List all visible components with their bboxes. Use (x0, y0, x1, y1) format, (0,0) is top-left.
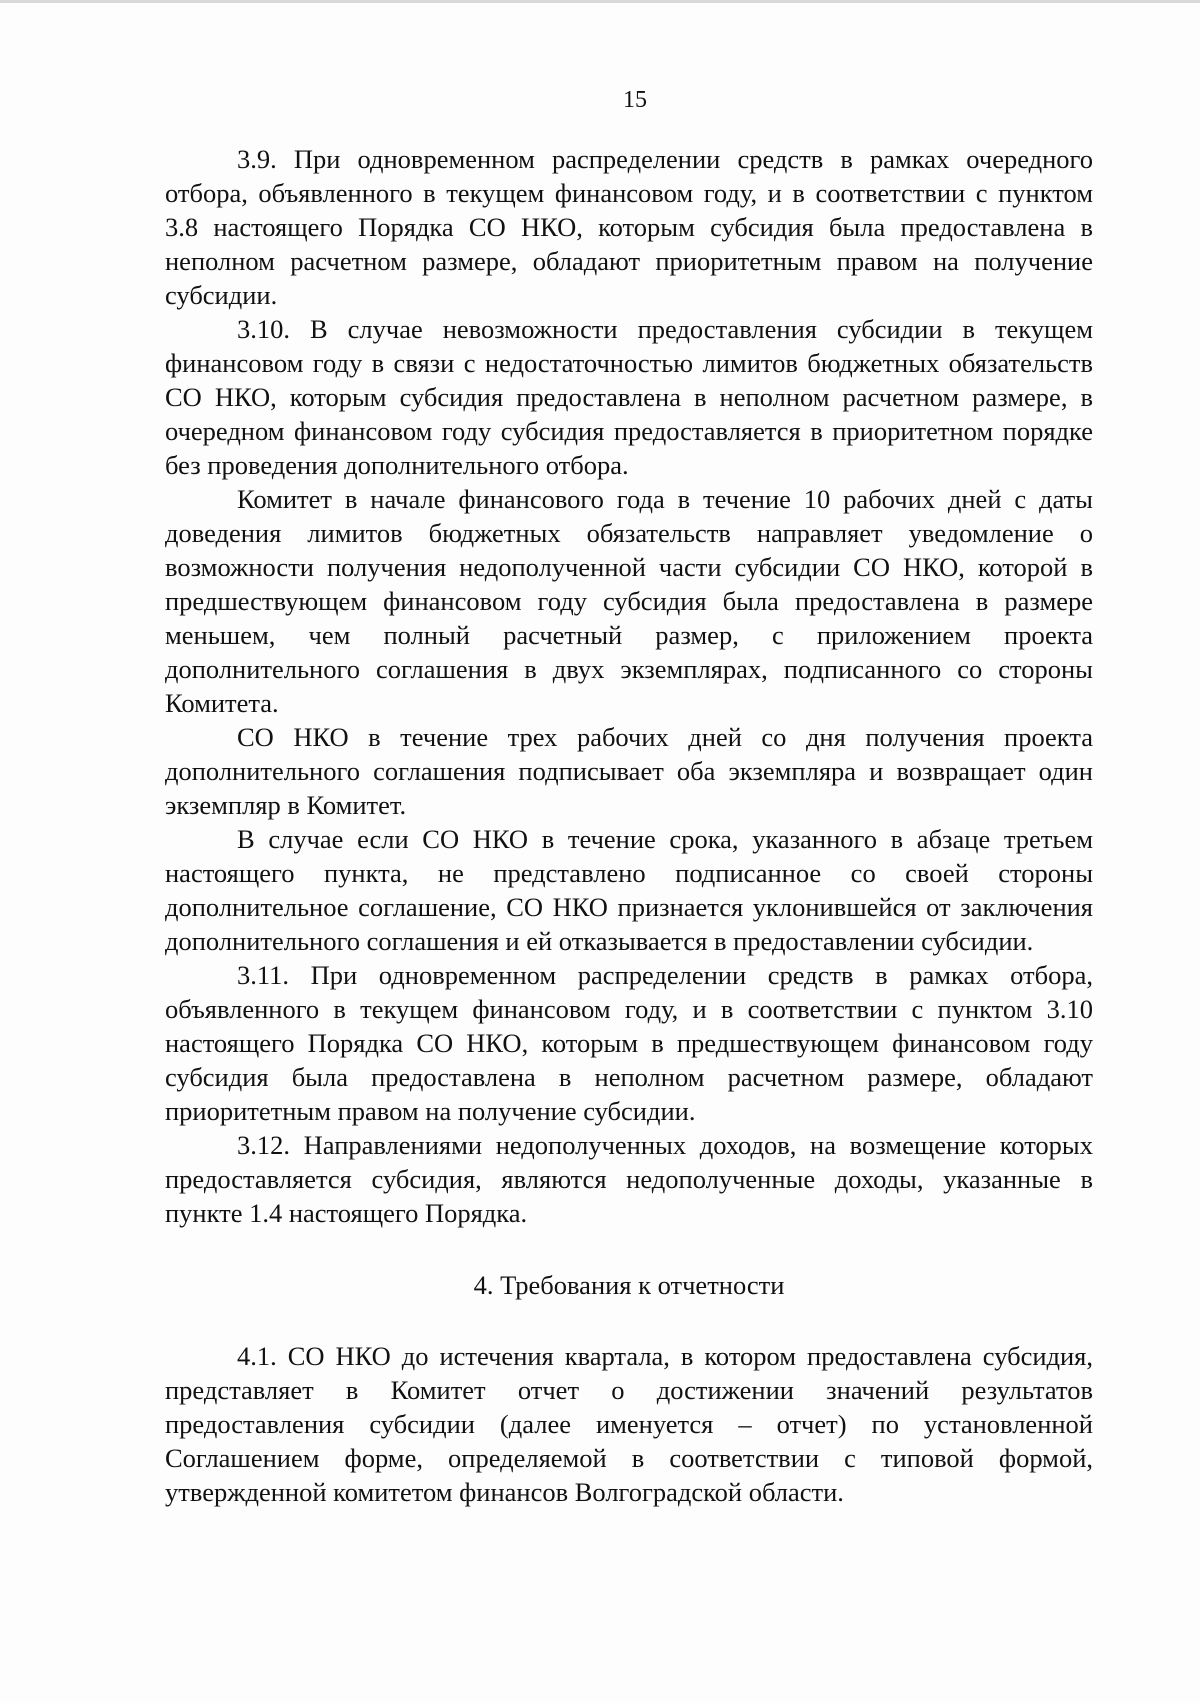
paragraph-3-10-notification: Комитет в начале финансового года в течение 10 рабочих дней с даты доведения лимитов бюджетных обязательств направляет уведомление о возможности получения недополученной части субсидии СО НКО, которой в предшествующем финансовом году субсидия была предоставлена в размере меньшем, чем полный расчетный размер, с приложением проекта дополнительного соглашения в двух экземплярах, подписанного со стороны Комитета. (165, 484, 1093, 718)
paragraph-3-9: 3.9. При одновременном распределении средств в рамках очередного отбора, объявленного в текущем финансовом году, и в соответствии с пунктом 3.8 настоящего Порядка СО НКО, которым субсидия была предоставлена в неполном расчетном размере, обладают приоритетным правом на получение субсидии. (165, 144, 1093, 310)
paragraph-3-12: 3.12. Направлениями недополученных доходов, на возмещение которых предоставляется субсидия, являются недополученные доходы, указанные в пункте 1.4 настоящего Порядка. (165, 1130, 1093, 1228)
paragraph-3-10: 3.10. В случае невозможности предоставления субсидии в текущем финансовом году в связи с недостаточностью лимитов бюджетных обязательств СО НКО, которым субсидия предоставлена в неполном расчетном размере, в очередном финансовом году субсидия предоставляется в приоритетном порядке без проведения дополнительного отбора. (165, 314, 1093, 480)
scan-top-edge (0, 0, 1200, 3)
paragraph-3-10-signing: СО НКО в течение трех рабочих дней со дня получения проекта дополнительного соглашения подписывает оба экземпляра и возвращает один экземпляр в Комитет. (165, 722, 1093, 820)
section-heading-reporting: 4. Требования к отчетности (473, 1270, 785, 1300)
paragraph-3-10-refusal: В случае если СО НКО в течение срока, указанного в абзаце третьем настоящего пункта, не представлено подписанное со своей стороны дополнительное соглашение, СО НКО признается уклонившейся от заключения дополнительного соглашения и ей отказывается в предоставлении субсидии. (165, 824, 1093, 956)
paragraph-4-1: 4.1. СО НКО до истечения квартала, в котором предоставлена субсидия, представляет в Комитет отчет о достижении значений результатов предоставления субсидии (далее именуется – отчет) по установленной Соглашением форме, определяемой в соответствии с типовой формой, утвержденной комитетом финансов Волгоградской области. (165, 1341, 1093, 1507)
page-number: 15 (623, 87, 647, 113)
paragraph-3-11: 3.11. При одновременном распределении средств в рамках отбора, объявленного в текущем финансовом году, и в соответствии с пунктом 3.10 настоящего Порядка СО НКО, которым в предшествующем финансовом году субсидия была предоставлена в неполном расчетном размере, обладают приоритетным правом на получение субсидии. (165, 960, 1093, 1126)
document-body (165, 142, 1093, 1509)
